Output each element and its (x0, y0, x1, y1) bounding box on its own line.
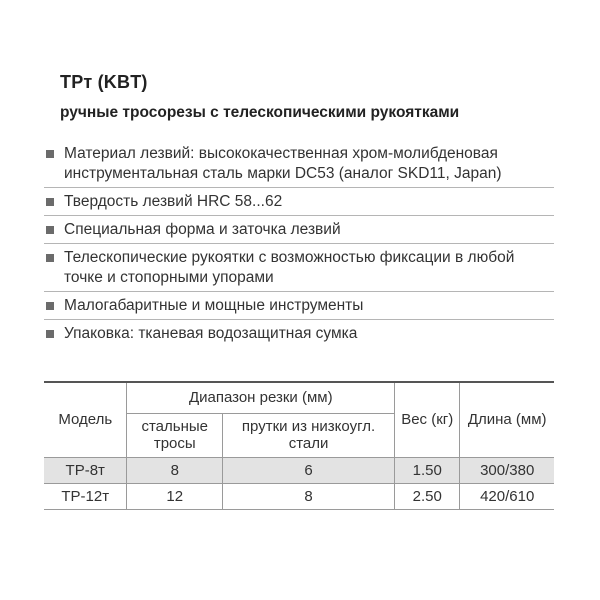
col-header-range: Диапазон резки (мм) (127, 382, 395, 413)
square-bullet-icon (46, 150, 54, 158)
feature-item (44, 292, 554, 320)
feature-text: Упаковка: тканевая водозащитная сумка (64, 325, 358, 342)
feature-item (44, 140, 554, 188)
feature-text: Телескопические рукоятки с возможностью фиксации в любой точке и стопорными упорами (64, 249, 515, 286)
cell-cables: 12 (127, 483, 223, 509)
feature-item (44, 320, 554, 347)
table-row (44, 457, 554, 483)
cell-model: ТР-12т (44, 483, 127, 509)
cell-model: ТР-8т (44, 457, 127, 483)
cell-weight: 1.50 (395, 457, 460, 483)
specs-table (44, 381, 554, 510)
col-header-model: Модель (44, 382, 127, 457)
product-title: ТРт (KBT) (60, 72, 148, 92)
feature-item (44, 188, 554, 216)
square-bullet-icon (46, 330, 54, 338)
cell-cables: 8 (127, 457, 223, 483)
square-bullet-icon (46, 254, 54, 262)
table-row (44, 483, 554, 509)
col-header-length: Длина (мм) (460, 382, 554, 457)
square-bullet-icon (46, 226, 54, 234)
cell-weight: 2.50 (395, 483, 460, 509)
feature-text: Малогабаритные и мощные инструменты (64, 297, 364, 314)
feature-text: Материал лезвий: высококачественная хром-молибденовая инструментальная сталь марки DC53 (аналог SKD11, Japan) (64, 145, 502, 182)
feature-item (44, 244, 554, 292)
feature-text: Специальная форма и заточка лезвий (64, 221, 341, 238)
feature-text: Твердость лезвий HRC 58...62 (64, 193, 283, 210)
feature-list (44, 140, 554, 347)
col-header-rods: прутки из низкоугл. стали (223, 413, 395, 457)
cell-length: 300/380 (460, 457, 554, 483)
square-bullet-icon (46, 198, 54, 206)
square-bullet-icon (46, 302, 54, 310)
product-subtitle: ручные тросорезы с телескопическими рукоятками (60, 104, 460, 121)
cell-rods: 6 (223, 457, 395, 483)
cell-rods: 8 (223, 483, 395, 509)
feature-item (44, 216, 554, 244)
col-header-cables: стальные тросы (127, 413, 223, 457)
cell-length: 420/610 (460, 483, 554, 509)
col-header-weight: Вес (кг) (395, 382, 460, 457)
